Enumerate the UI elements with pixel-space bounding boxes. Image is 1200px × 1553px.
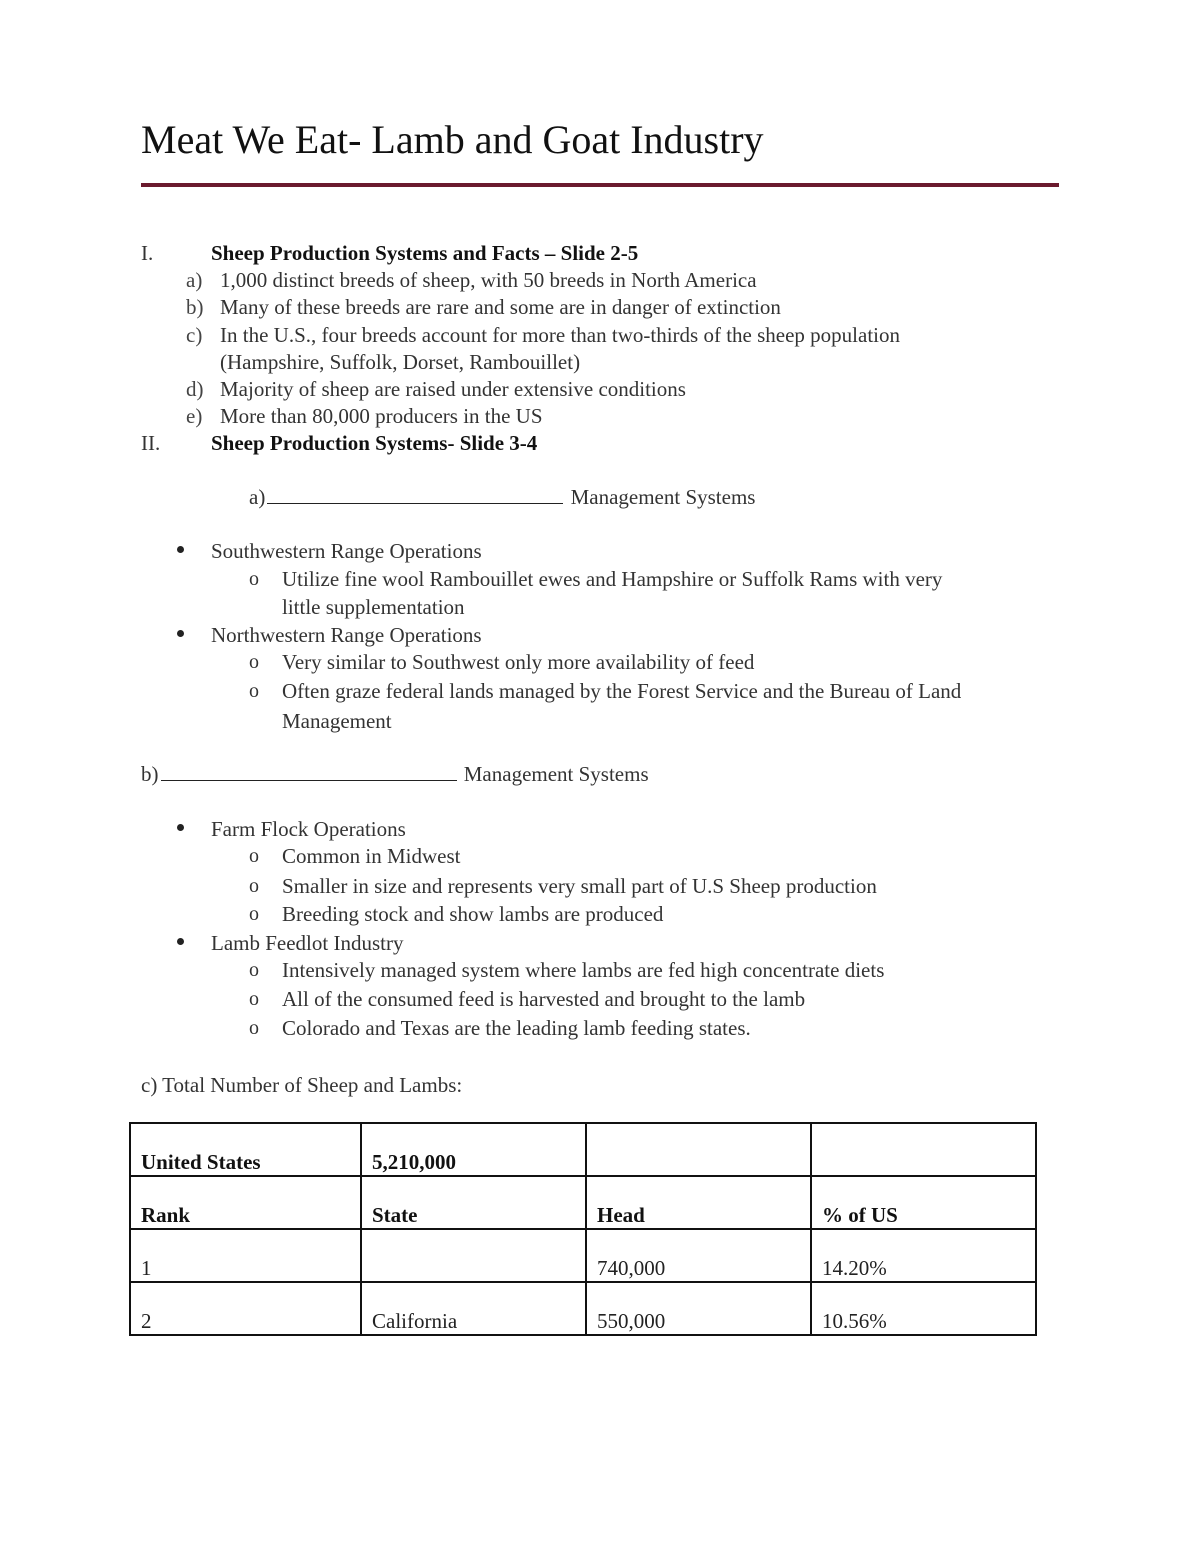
section-1-numeral: I. xyxy=(141,241,154,265)
sheep-population-table xyxy=(129,1122,1037,1336)
list-item: 1,000 distinct breeds of sheep, with 50 breeds in North America xyxy=(220,268,757,292)
table-cell: 740,000 xyxy=(586,1229,811,1282)
section-2-heading: Sheep Production Systems- Slide 3-4 xyxy=(211,431,538,455)
table-row xyxy=(130,1282,1036,1335)
sub-bullet-item: Very similar to Southwest only more availability of feed xyxy=(282,650,755,674)
list-marker: d) xyxy=(186,377,204,401)
list-item: More than 80,000 producers in the US xyxy=(220,404,543,428)
sub-bullet-marker: o xyxy=(249,568,259,590)
sub-bullet-item: Breeding stock and show lambs are produced xyxy=(282,902,664,926)
sub-bullet-marker: o xyxy=(249,680,259,702)
table-cell: 5,210,000 xyxy=(361,1123,586,1176)
list-marker: a) xyxy=(186,268,203,292)
page-title: Meat We Eat- Lamb and Goat Industry xyxy=(141,117,764,162)
table-cell: 1 xyxy=(130,1229,361,1282)
list-item: In the U.S., four breeds account for more than two-thirds of the sheep population xyxy=(220,323,900,347)
part-b-marker: b) xyxy=(141,762,159,786)
sub-bullet-item: Often graze federal lands managed by the Forest Service and the Bureau of Land xyxy=(282,679,962,703)
sub-bullet-item: Intensively managed system where lambs are fed high concentrate diets xyxy=(282,958,885,982)
sub-bullet-marker: o xyxy=(249,988,259,1010)
table-cell: 10.56% xyxy=(811,1282,1036,1335)
sub-bullet-continuation: little supplementation xyxy=(282,595,465,619)
sub-bullet-marker: o xyxy=(249,1017,259,1039)
fill-in-a xyxy=(249,484,755,511)
table-cell: 14.20% xyxy=(811,1229,1036,1282)
fill-in-b xyxy=(141,761,649,788)
section-1-heading: Sheep Production Systems and Facts – Slide 2-5 xyxy=(211,241,639,265)
title-divider xyxy=(141,183,1059,187)
bullet-item: Farm Flock Operations xyxy=(211,817,406,841)
sub-bullet-item: Colorado and Texas are the leading lamb feeding states. xyxy=(282,1016,751,1040)
table-row xyxy=(130,1123,1036,1176)
sub-bullet-marker: o xyxy=(249,845,259,867)
list-marker: e) xyxy=(186,404,203,428)
sub-bullet-item: Utilize fine wool Rambouillet ewes and Hampshire or Suffolk Rams with very xyxy=(282,567,943,591)
table-header-cell: % of US xyxy=(811,1176,1036,1229)
table-cell: United States xyxy=(130,1123,361,1176)
table-cell: 550,000 xyxy=(586,1282,811,1335)
bullet-icon xyxy=(177,824,184,831)
list-marker: b) xyxy=(186,295,204,319)
sub-bullet-item: Smaller in size and represents very small part of U.S Sheep production xyxy=(282,874,877,898)
sub-bullet-marker: o xyxy=(249,875,259,897)
list-item: Majority of sheep are raised under extensive conditions xyxy=(220,377,686,401)
table-cell: California xyxy=(361,1282,586,1335)
table-cell: 2 xyxy=(130,1282,361,1335)
bullet-icon xyxy=(177,630,184,637)
part-a-suffix: Management Systems xyxy=(570,485,756,509)
section-2-numeral: II. xyxy=(141,431,161,455)
list-item: Many of these breeds are rare and some are in danger of extinction xyxy=(220,295,781,319)
part-c-label: c) Total Number of Sheep and Lambs: xyxy=(141,1073,463,1097)
bullet-item: Lamb Feedlot Industry xyxy=(211,931,404,955)
sub-bullet-continuation: Management xyxy=(282,709,392,733)
list-item-continuation: (Hampshire, Suffolk, Dorset, Rambouillet) xyxy=(220,350,581,374)
blank-line xyxy=(267,484,563,504)
blank-line xyxy=(161,761,457,781)
bullet-item: Southwestern Range Operations xyxy=(211,539,482,563)
table-header-cell: Head xyxy=(586,1176,811,1229)
table-cell-blank xyxy=(361,1229,586,1282)
bullet-item: Northwestern Range Operations xyxy=(211,623,482,647)
table-row xyxy=(130,1229,1036,1282)
table-header-cell: Rank xyxy=(130,1176,361,1229)
sub-bullet-item: Common in Midwest xyxy=(282,844,461,868)
sub-bullet-marker: o xyxy=(249,651,259,673)
table-header-cell: State xyxy=(361,1176,586,1229)
list-marker: c) xyxy=(186,323,203,347)
sub-bullet-marker: o xyxy=(249,959,259,981)
table-header-row xyxy=(130,1176,1036,1229)
part-b-suffix: Management Systems xyxy=(463,762,649,786)
sub-bullet-item: All of the consumed feed is harvested and brought to the lamb xyxy=(282,987,806,1011)
part-a-marker: a) xyxy=(249,485,266,509)
sub-bullet-marker: o xyxy=(249,903,259,925)
table-cell xyxy=(586,1123,811,1176)
table-cell xyxy=(811,1123,1036,1176)
bullet-icon xyxy=(177,938,184,945)
bullet-icon xyxy=(177,546,184,553)
